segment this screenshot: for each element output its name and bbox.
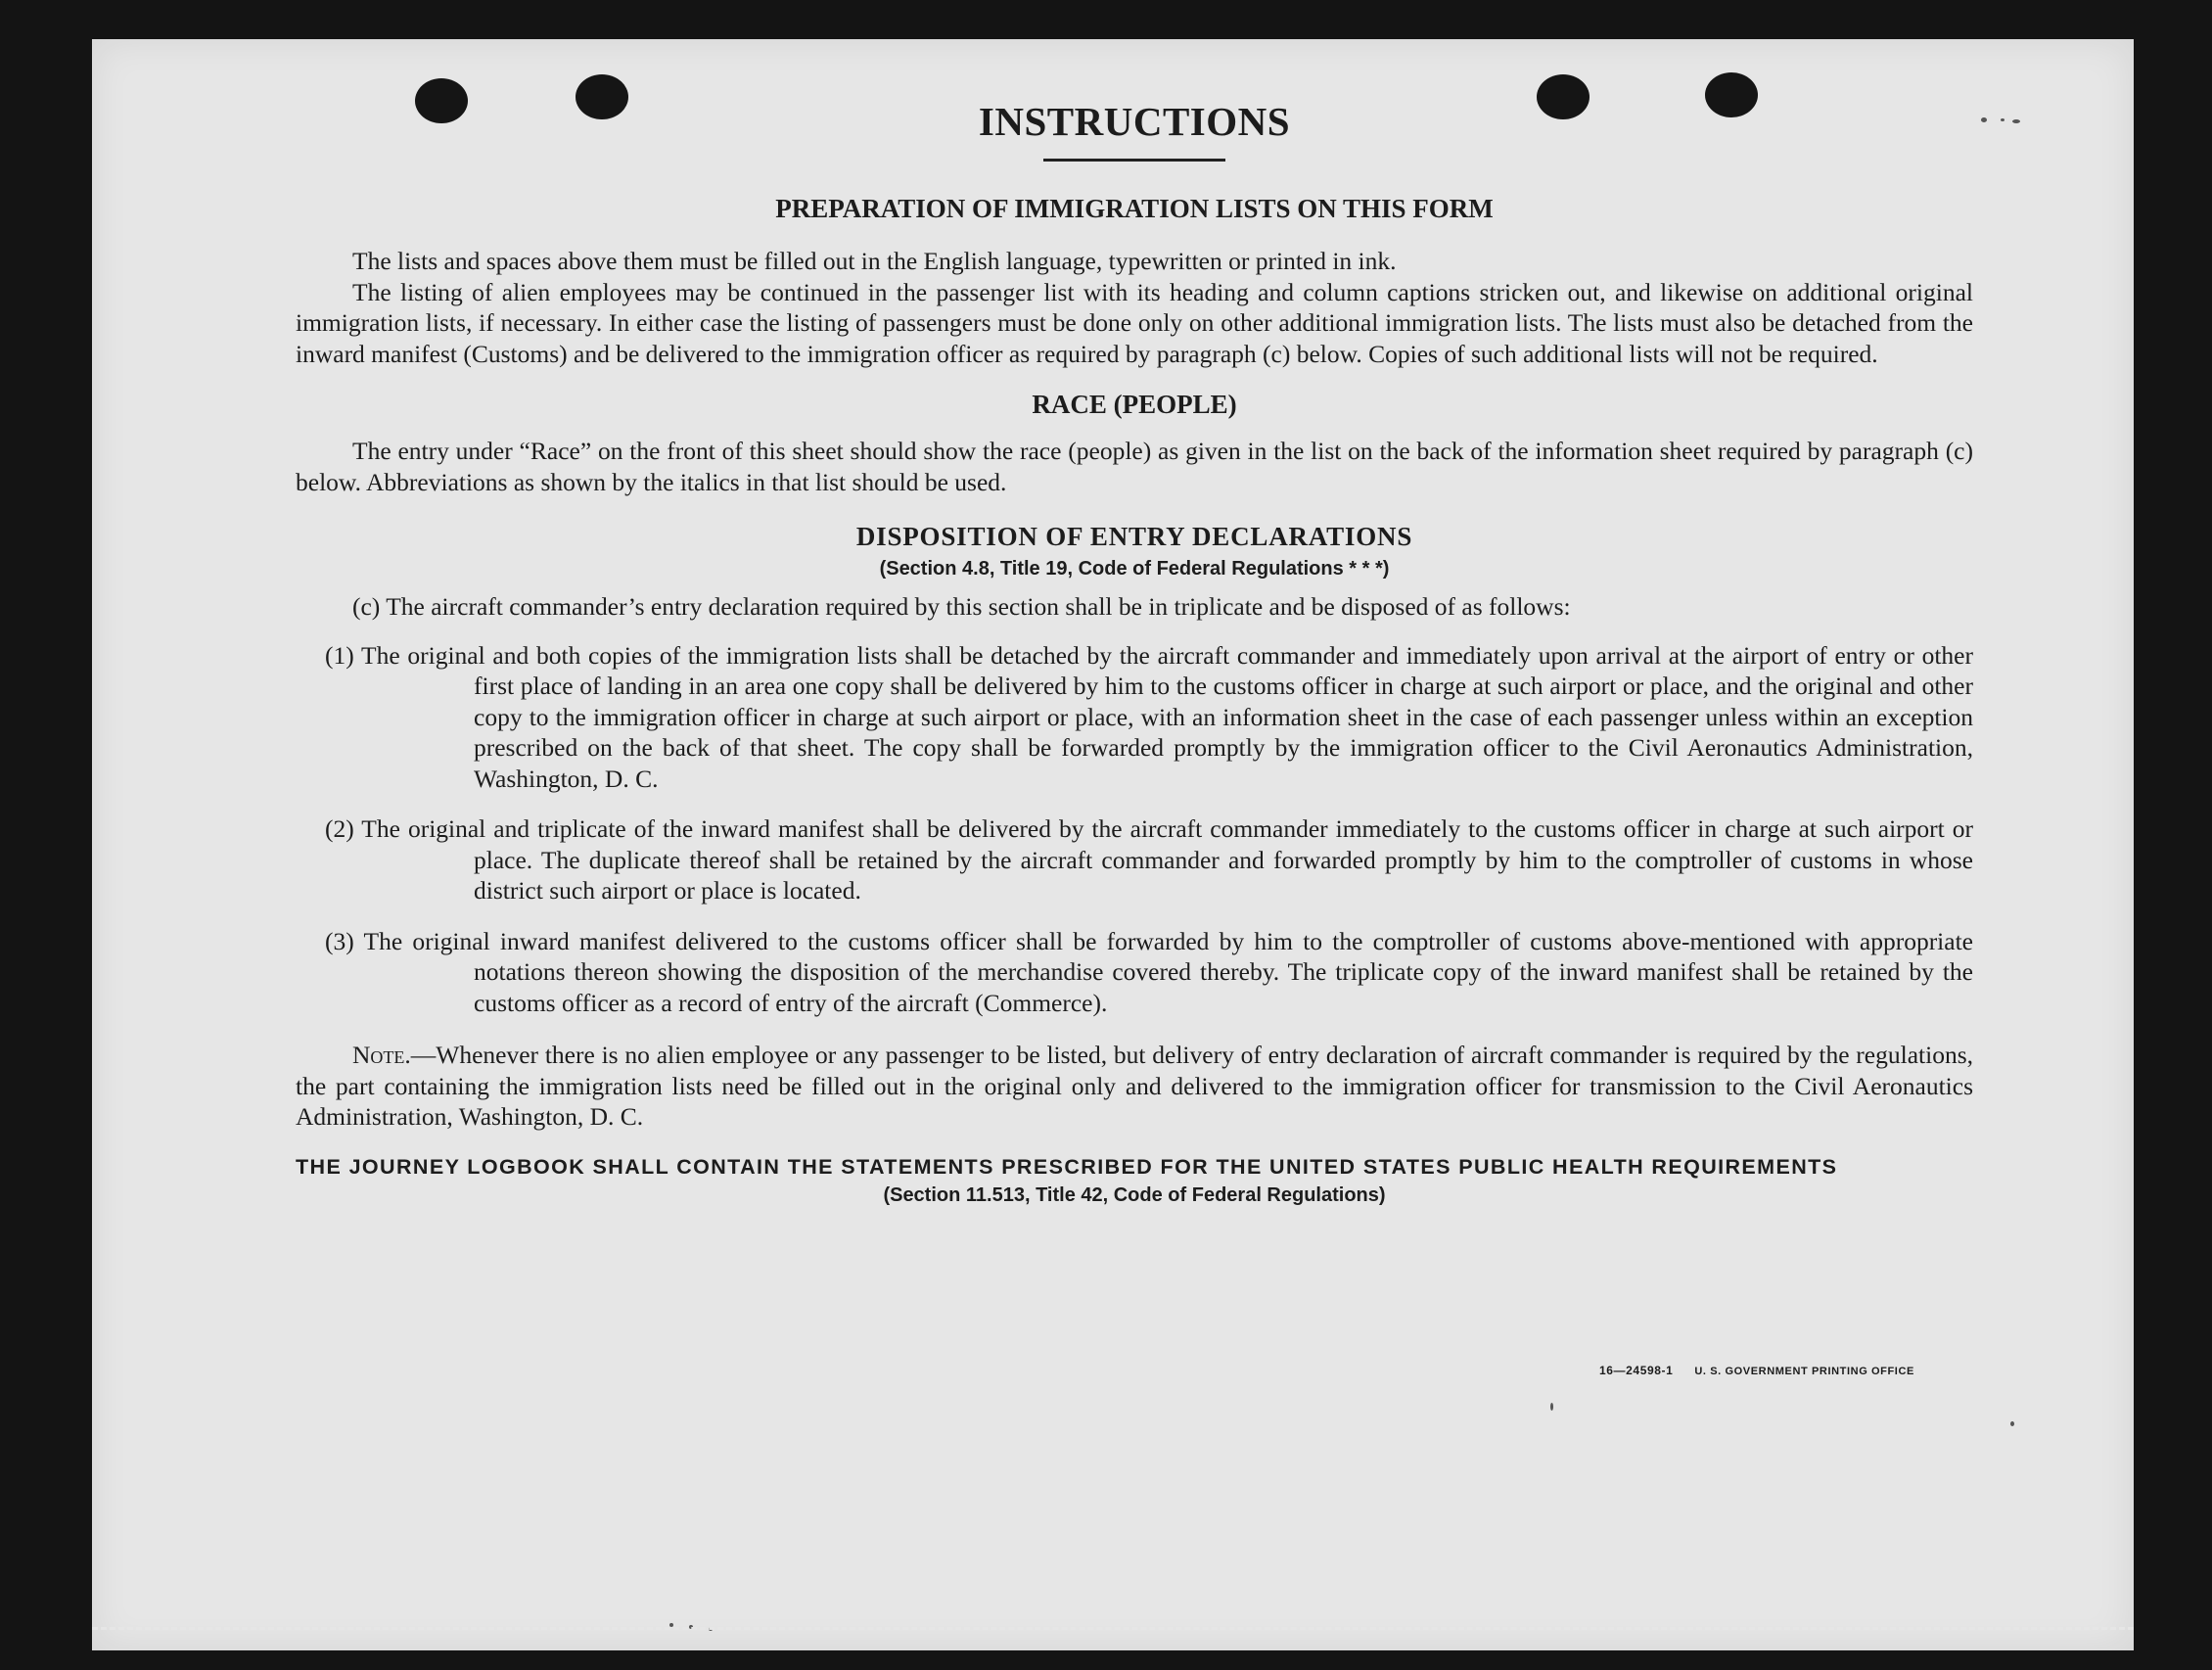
perforation-line [92, 1627, 2134, 1630]
dust-speck [2001, 118, 2005, 121]
preparation-paragraph-1: The lists and spaces above them must be filled out in the English language, typewritten or printed in ink. [352, 247, 1397, 275]
race-paragraph: The entry under “Race” on the front of this sheet should show the race (people) as given in the list on the back of the information sheet required by paragraph (c) below. Abbreviations as shown by the italics in that list should be used. [296, 437, 1973, 496]
printer-imprint [1599, 1364, 1914, 1377]
note-text: —Whenever there is no alien employee or any passenger to be listed, but delivery of entry declaration of aircraft commander is required by the regulations, the part containing the immigration lists need be filled out in the original only and delivered to the immigration officer for transmission to the Civil Aeronautics Administration, Washington, D. C. [296, 1041, 1973, 1131]
disposition-item-1: (1) The original and both copies of the immigration lists shall be detached by the aircraft commander and immediately upon arrival at the airport of entry or other first place of landing in an area one copy shall be delivered by him to the customs officer in charge at such airport or place, and the original and other copy to the immigration officer in charge at such airport or place, with an information sheet in the case of each passenger unless within an exception prescribed on the back of that sheet. The copy shall be forwarded promptly by the immigration officer to the Civil Aeronautics Administration, Washington, D. C. [325, 640, 1973, 793]
preparation-paragraph-2: The listing of alien employees may be continued in the passenger list with its heading and column captions stricken out, and likewise on additional original immigration lists, if necessary. In either case the listing of passengers must be done only on other additional immigration lists. The lists must also be detached from the inward manifest (Customs) and be delivered to the immigration officer as required by paragraph (c) below. Copies of such additional lists will not be required. [296, 277, 1973, 368]
dust-speck [2010, 1421, 2014, 1426]
disposition-reference: (Section 4.8, Title 19, Code of Federal Regulations * * *) [879, 558, 1390, 580]
note-paragraph [296, 1040, 1973, 1133]
instructions-content [296, 90, 1973, 1209]
disposition-item-3: (3) The original inward manifest delivered to the customs officer shall be forwarded by him to the comptroller of customs above-mentioned with appropriate notations thereon showing the disposition of the merchandise covered thereby. The triplicate copy of the inward manifest shall be retained by the customs officer as a record of entry of the aircraft (Commerce). [325, 926, 1973, 1017]
section-heading-disposition: DISPOSITION OF ENTRY DECLARATIONS [855, 522, 1413, 551]
form-code: 16—24598-1 [1599, 1364, 1674, 1377]
dust-speck [1550, 1403, 1553, 1411]
disposition-lead: (c) The aircraft commander’s entry declaration required by this section shall be in triplicate and be disposed of as follows: [352, 592, 1571, 621]
health-statement: THE JOURNEY LOGBOOK SHALL CONTAIN THE STATEMENTS PRESCRIBED FOR THE UNITED STATES PUBLIC HEALTH REQUIREMENTS [296, 1154, 1838, 1179]
page-title: INSTRUCTIONS [978, 99, 1291, 144]
section-heading-race: RACE (PEOPLE) [1032, 390, 1237, 419]
dust-speck [2012, 119, 2020, 123]
dust-speck [1981, 117, 1987, 122]
printer-name: U. S. GOVERNMENT PRINTING OFFICE [1694, 1366, 1914, 1377]
health-reference: (Section 11.513, Title 42, Code of Federal Regulations) [883, 1183, 1386, 1206]
note-label: Note. [352, 1041, 411, 1069]
section-heading-preparation: PREPARATION OF IMMIGRATION LISTS ON THIS FORM [775, 194, 1494, 223]
disposition-item-2: (2) The original and triplicate of the inward manifest shall be delivered by the aircraft commander immediately to the customs officer in charge at such airport or place. The duplicate thereof shall be retained by the aircraft commander and forwarded promptly by him to the comptroller of customs in whose district such airport or place is located. [325, 814, 1973, 905]
title-underline [1043, 159, 1225, 162]
